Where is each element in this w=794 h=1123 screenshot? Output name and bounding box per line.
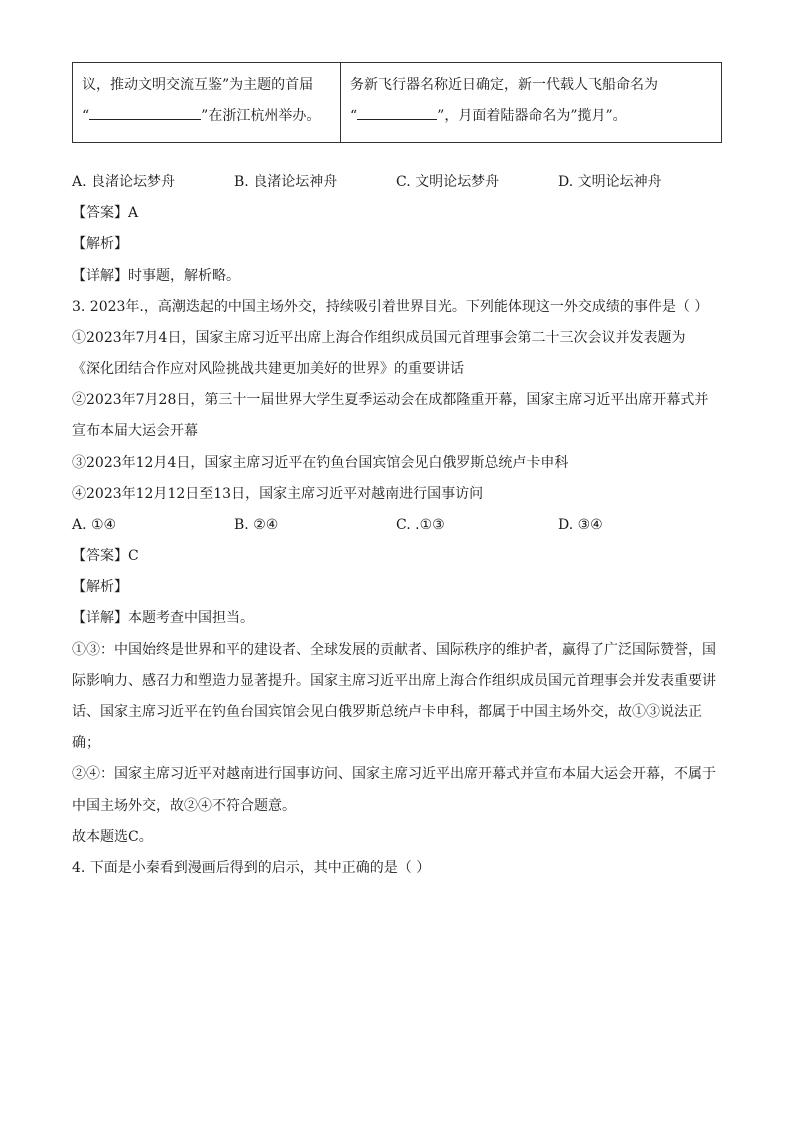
q3-explanation-1-line3: 话、国家主席习近平在钓鱼台国宾馆会见白俄罗斯总统卢卡申科，都属于中国主场外交，故①③说法正	[72, 704, 702, 720]
q3-item3: ③2023年12月4日，国家主席习近平在钓鱼台国宾馆会见白俄罗斯总统卢卡申科	[72, 455, 569, 471]
q3-answer: 【答案】C	[72, 548, 139, 564]
q2-options	[72, 172, 732, 192]
q3-explanation-1-line2: 际影响力、感召力和塑造力显著提升。国家主席习近平出席上海合作组织成员国元首理事会并发表重要讲	[72, 673, 716, 689]
q3-option-a: A. ①④	[72, 517, 117, 533]
q3-stem: 3. 2023年.，高潮迭起的中国主场外交，持续吸引着世界目光。下列能体现这一外交成绩的事件是（ ）	[72, 299, 709, 315]
q3-option-c: C. .①③	[396, 517, 445, 533]
q2-option-c: C. 文明论坛梦舟	[396, 174, 500, 190]
table-cell-right	[341, 63, 722, 143]
q2-option-d: D. 文明论坛神舟	[558, 174, 662, 190]
q3-explanation-1-line4: 确；	[72, 735, 100, 751]
q2-option-a: A. 良渚论坛梦舟	[72, 174, 176, 190]
q3-item4: ④2023年12月12日至13日，国家主席习近平对越南进行国事访问	[72, 486, 484, 502]
table-cell-left	[73, 63, 341, 143]
q3-explanation-2-line1: ②④：国家主席习近平对越南进行国事访问、国家主席习近平出席开幕式并宣布本届大运会开幕，不属于	[72, 766, 716, 782]
q3-item2-line2: 宣布本届大运会开幕	[72, 423, 198, 439]
fill-blank-2	[357, 103, 437, 120]
q2-answer: 【答案】A	[72, 205, 139, 221]
question-table	[72, 62, 722, 143]
q3-option-b: B. ②④	[234, 517, 279, 533]
q3-option-d: D. ③④	[558, 517, 603, 533]
q4-stem: 4. 下面是小秦看到漫画后得到的启示，其中正确的是（ ）	[72, 860, 431, 876]
fill-blank-1	[89, 103, 201, 120]
q3-conclusion: 故本题选C。	[72, 829, 153, 845]
q2-detail: 【详解】时事题，解析略。	[72, 268, 240, 284]
q3-options	[72, 515, 732, 535]
cell-left-line1: 议，推动文明交流互鉴”为主题的首届	[82, 77, 314, 93]
q3-detail: 【详解】本题考查中国担当。	[72, 610, 254, 626]
cell-right-line1: 务新飞行器名称近日确定，新一代载人飞船命名为	[350, 77, 658, 93]
q2-option-b: B. 良渚论坛神舟	[234, 174, 338, 190]
q3-item2-line1: ②2023年7月28日，第三十一届世界大学生夏季运动会在成都隆重开幕，国家主席习近平出席开幕式并	[72, 392, 709, 408]
table-row	[73, 63, 722, 143]
cell-left-line2: “ ”在浙江杭州举办。	[82, 101, 332, 132]
q3-explanation-2-line2: 中国主场外交，故②④不符合题意。	[72, 798, 296, 814]
q3-item1-line1: ①2023年7月4日，国家主席习近平出席上海合作组织成员国元首理事会第二十三次会议并发表题为	[72, 330, 686, 346]
q3-analysis: 【解析】	[72, 579, 128, 595]
q2-analysis: 【解析】	[72, 236, 128, 252]
cell-right-line2: “ ”，月面着陆器命名为”揽月”。	[350, 101, 713, 132]
q3-item1-line2: 《深化团结合作应对风险挑战共建更加美好的世界》的重要讲话	[72, 361, 464, 377]
q3-explanation-1-line1: ①③：中国始终是世界和平的建设者、全球发展的贡献者、国际秩序的维护者，赢得了广泛国际赞誉，国	[72, 642, 716, 658]
